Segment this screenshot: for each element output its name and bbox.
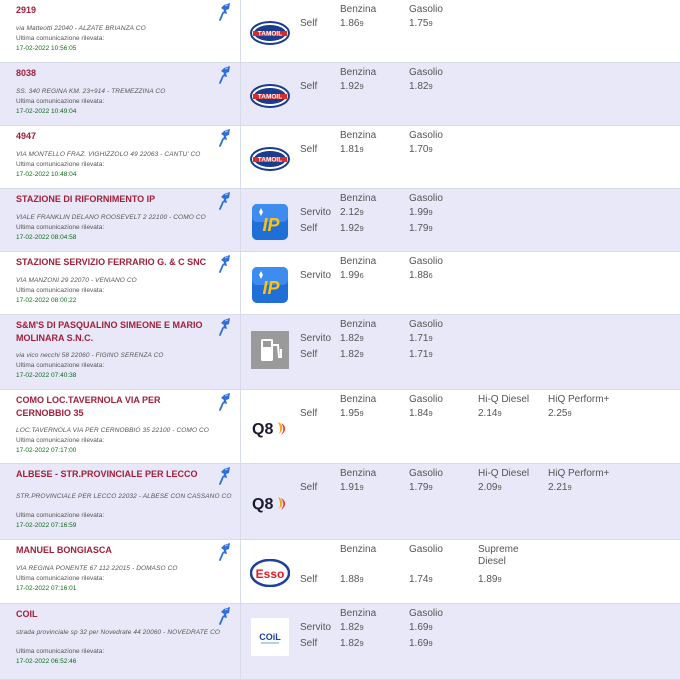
svg-text:TAMOIL: TAMOIL (257, 30, 283, 38)
column-divider (240, 390, 241, 463)
price-thousandth: 9 (359, 19, 364, 28)
station-row[interactable] (0, 604, 680, 680)
price-thousandth: 9 (497, 409, 502, 418)
svg-text:TAMOIL: TAMOIL (257, 156, 283, 164)
svg-text:IP: IP (262, 215, 280, 235)
station-name-link[interactable]: STAZIONE DI RIFORNIMENTO IP (16, 194, 156, 204)
price-value: 1.92 (340, 81, 360, 92)
fuel-header: Gasolio (409, 67, 443, 78)
station-row[interactable] (0, 63, 680, 126)
station-address: via vico necchi 58 22060 - FIGINO SERENZA CO (16, 352, 164, 359)
fuel-price (340, 574, 364, 585)
price-thousandth: 9 (428, 639, 433, 648)
column-divider (240, 0, 241, 62)
service-mode-label: Self (300, 349, 318, 360)
station-name-link[interactable]: COIL (16, 609, 38, 619)
price-thousandth: 9 (359, 350, 364, 359)
price-value: 2.14 (478, 408, 498, 419)
last-update-timestamp: 17-02-2022 07:16:59 (16, 522, 77, 529)
station-address: strada provinciale sp 32 per Novedrate 44 20060 - NOVEDRATE CO (16, 629, 221, 636)
fuel-header: Gasolio (409, 130, 443, 141)
fuel-header: Hi-Q Diesel (478, 468, 530, 479)
last-update-timestamp: 17-02-2022 10:56:05 (16, 45, 77, 52)
fuel-header: Gasolio (409, 193, 443, 204)
fuel-price (409, 349, 433, 360)
station-name-link[interactable]: STAZIONE SERVIZIO FERRARIO G. & C SNC (16, 257, 207, 267)
fuel-price (409, 18, 433, 29)
fuel-header: Gasolio (409, 4, 443, 15)
price-value: 2.12 (340, 207, 360, 218)
price-thousandth: 9 (359, 575, 364, 584)
price-value: 1.86 (340, 18, 360, 29)
price-thousandth: 9 (428, 575, 433, 584)
last-update-label: Ultima comunicazione rilevata: (16, 161, 105, 168)
last-update-timestamp: 17-02-2022 07:17:00 (16, 447, 77, 454)
service-mode-label: Self (300, 638, 318, 649)
column-divider (240, 63, 241, 125)
map-pin-icon[interactable] (218, 128, 234, 148)
station-name-link[interactable]: MANUEL BONGIASCA (16, 545, 112, 555)
fuel-header: Gasolio (409, 256, 443, 267)
svg-text:COiL: COiL (259, 632, 281, 642)
brand-logo-esso (250, 554, 290, 592)
column-divider (240, 540, 241, 603)
price-thousandth: 6 (359, 271, 364, 280)
price-thousandth: 9 (359, 224, 364, 233)
price-thousandth: 9 (567, 409, 572, 418)
fuel-price (409, 144, 433, 155)
price-thousandth: 9 (359, 409, 364, 418)
last-update-label: Ultima comunicazione rilevata: (16, 287, 105, 294)
fuel-header: Benzina (340, 67, 377, 78)
service-mode-label: Servito (300, 333, 332, 344)
brand-logo-ip (250, 266, 290, 304)
fuel-price (409, 408, 433, 419)
price-thousandth: 9 (359, 623, 364, 632)
price-value: 1.84 (409, 408, 429, 419)
price-thousandth: 9 (428, 208, 433, 217)
brand-logo-tamoil (250, 140, 290, 178)
price-thousandth: 9 (428, 334, 433, 343)
station-row[interactable] (0, 315, 680, 390)
station-address: VIA MONTELLO FRAZ. VIGHIZZOLO 49 22063 - CANTU' CO (16, 151, 201, 158)
fuel-price (340, 81, 364, 92)
price-value: 2.25 (548, 408, 568, 419)
station-row[interactable] (0, 540, 680, 604)
brand-logo-pump (250, 331, 290, 369)
price-value: 1.82 (340, 638, 360, 649)
station-address: VIA REGINA PONENTE 67 112 22015 - DOMASO CO (16, 565, 178, 572)
price-value: 1.82 (340, 622, 360, 633)
price-value: 1.82 (409, 81, 429, 92)
last-update-timestamp: 17-02-2022 08:04:58 (16, 234, 77, 241)
price-value: 1.82 (340, 349, 360, 360)
price-value: 1.95 (340, 408, 360, 419)
price-thousandth: 9 (428, 623, 433, 632)
station-name-link[interactable]: 2919 (16, 5, 37, 15)
brand-logo-q8 (250, 409, 290, 447)
fuel-header: Gasolio (409, 608, 443, 619)
last-update-label: Ultima comunicazione rilevata: (16, 512, 105, 519)
price-thousandth: 9 (428, 409, 433, 418)
fuel-header: HiQ Perform+ (548, 394, 610, 405)
service-mode-label: Servito (300, 207, 332, 218)
price-value: 1.92 (340, 223, 360, 234)
fuel-header: Supreme Diesel (478, 544, 519, 567)
station-row[interactable] (0, 464, 680, 540)
svg-text:Q8: Q8 (252, 421, 274, 438)
price-value: 2.09 (478, 482, 498, 493)
price-value: 1.74 (409, 574, 429, 585)
last-update-timestamp: 17-02-2022 07:16:01 (16, 585, 77, 592)
fuel-price (409, 270, 433, 281)
price-value: 2.21 (548, 482, 568, 493)
price-thousandth: 9 (428, 19, 433, 28)
price-value: 1.82 (340, 333, 360, 344)
map-pin-icon[interactable] (218, 65, 234, 85)
service-mode-label: Self (300, 482, 318, 493)
map-pin-icon[interactable] (218, 254, 234, 274)
service-mode-label: Servito (300, 622, 332, 633)
price-value: 1.75 (409, 18, 429, 29)
fuel-price (340, 207, 364, 218)
last-update-timestamp: 17-02-2022 06:52:46 (16, 658, 77, 665)
fuel-header: Benzina (340, 4, 377, 15)
price-value: 1.99 (409, 207, 429, 218)
station-name-link[interactable]: COMO LOC.TAVERNOLA VIA PER CERNOBBIO 35 (16, 395, 161, 418)
column-divider (240, 604, 241, 679)
fuel-price (409, 638, 433, 649)
station-address: SS. 340 REGINA KM. 23+914 - TREMEZZINA CO (16, 88, 166, 95)
station-name-link[interactable]: 4947 (16, 131, 37, 141)
price-value: 1.70 (409, 144, 429, 155)
fuel-price (409, 223, 433, 234)
fuel-header: HiQ Perform+ (548, 468, 610, 479)
last-update-label: Ultima comunicazione rilevata: (16, 35, 105, 42)
price-thousandth: 9 (359, 639, 364, 648)
price-value: 1.71 (409, 349, 429, 360)
price-value: 1.79 (409, 223, 429, 234)
price-value: 1.79 (409, 482, 429, 493)
brand-logo-q8 (250, 484, 290, 522)
service-mode-label: Self (300, 574, 318, 585)
fuel-header: Benzina (340, 193, 377, 204)
price-thousandth: 9 (428, 483, 433, 492)
fuel-header: Hi-Q Diesel (478, 394, 530, 405)
fuel-price (340, 638, 364, 649)
station-name-link[interactable]: 8038 (16, 68, 37, 78)
service-mode-label: Self (300, 144, 318, 155)
fuel-price (478, 482, 502, 493)
last-update-label: Ultima comunicazione rilevata: (16, 648, 105, 655)
price-value: 1.99 (340, 270, 360, 281)
svg-text:Q8: Q8 (252, 496, 274, 513)
fuel-price (340, 349, 364, 360)
fuel-header: Benzina (340, 394, 377, 405)
price-value: 1.71 (409, 333, 429, 344)
fuel-price (340, 408, 364, 419)
station-row[interactable] (0, 390, 680, 464)
price-thousandth: 9 (359, 145, 364, 154)
price-value: 1.81 (340, 144, 360, 155)
map-pin-icon[interactable] (218, 606, 234, 626)
column-divider (240, 464, 241, 539)
station-row[interactable] (0, 252, 680, 315)
price-thousandth: 9 (428, 224, 433, 233)
price-thousandth: 9 (567, 483, 572, 492)
last-update-timestamp: 17-02-2022 08:00:22 (16, 297, 77, 304)
column-divider (240, 126, 241, 188)
fuel-header: Gasolio (409, 319, 443, 330)
fuel-header: Benzina (340, 130, 377, 141)
fuel-price (340, 144, 364, 155)
last-update-timestamp: 17-02-2022 07:40:38 (16, 372, 77, 379)
station-address: via Matteotti 22040 - ALZATE BRIANZA CO (16, 25, 146, 32)
station-name-link[interactable]: ALBESE - STR.PROVINCIALE PER LECCO (16, 469, 198, 479)
last-update-timestamp: 17-02-2022 10:48:04 (16, 171, 77, 178)
station-address: LOC.TAVERNOLA VIA PER CERNOBBIO 35 22100 - COMO CO (16, 427, 209, 434)
last-update-label: Ultima comunicazione rilevata: (16, 437, 105, 444)
fuel-price (340, 622, 364, 633)
price-thousandth: 9 (497, 575, 502, 584)
fuel-header: Benzina (340, 256, 377, 267)
service-mode-label: Self (300, 408, 318, 419)
fuel-price (340, 270, 364, 281)
price-thousandth: 9 (428, 145, 433, 154)
fuel-price (409, 574, 433, 585)
column-divider (240, 252, 241, 314)
price-value: 1.69 (409, 638, 429, 649)
svg-text:IP: IP (262, 278, 280, 298)
price-value: 1.91 (340, 482, 360, 493)
fuel-header: Benzina (340, 468, 377, 479)
last-update-label: Ultima comunicazione rilevata: (16, 575, 105, 582)
last-update-label: Ultima comunicazione rilevata: (16, 224, 105, 231)
service-mode-label: Self (300, 223, 318, 234)
last-update-label: Ultima comunicazione rilevata: (16, 98, 105, 105)
map-pin-icon[interactable] (218, 466, 234, 486)
price-thousandth: 6 (428, 271, 433, 280)
svg-text:Esso: Esso (255, 567, 285, 581)
price-thousandth: 9 (359, 82, 364, 91)
fuel-header: Gasolio (409, 544, 443, 555)
station-address: VIALE FRANKLIN DELANO ROOSEVELT 2 22100 - COMO CO (16, 214, 206, 221)
last-update-label: Ultima comunicazione rilevata: (16, 362, 105, 369)
price-value: 1.89 (478, 574, 498, 585)
service-mode-label: Self (300, 18, 318, 29)
price-thousandth: 9 (359, 483, 364, 492)
fuel-price (478, 574, 502, 585)
map-pin-icon[interactable] (218, 542, 234, 562)
fuel-price (409, 482, 433, 493)
fuel-price (340, 18, 364, 29)
fuel-price (409, 333, 433, 344)
map-pin-icon[interactable] (218, 191, 234, 211)
last-update-timestamp: 17-02-2022 10:49:04 (16, 108, 77, 115)
station-address: STR.PROVINCIALE PER LECCO 22032 - ALBESE CON CASSANO CO (16, 493, 232, 500)
price-thousandth: 9 (359, 334, 364, 343)
price-value: 1.88 (340, 574, 360, 585)
map-pin-icon[interactable] (218, 317, 234, 337)
fuel-price (340, 333, 364, 344)
fuel-price (548, 408, 572, 419)
price-value: 1.69 (409, 622, 429, 633)
price-thousandth: 9 (497, 483, 502, 492)
fuel-price (340, 482, 364, 493)
price-thousandth: 9 (428, 350, 433, 359)
fuel-header: Gasolio (409, 394, 443, 405)
fuel-header: Gasolio (409, 468, 443, 479)
fuel-header: Benzina (340, 544, 377, 555)
brand-logo-tamoil (250, 14, 290, 52)
service-mode-label: Self (300, 81, 318, 92)
fuel-price (409, 622, 433, 633)
price-thousandth: 9 (428, 82, 433, 91)
station-name-link[interactable]: S&M'S DI PASQUALINO SIMEONE E MARIO MOLINARA S.N.C. (16, 320, 203, 343)
map-pin-icon[interactable] (218, 2, 234, 22)
fuel-price (409, 81, 433, 92)
station-row[interactable] (0, 126, 680, 189)
brand-logo-tamoil (250, 77, 290, 115)
station-address: VIA MANZONI 29 22070 - VENIANO CO (16, 277, 137, 284)
brand-logo-coil (250, 618, 290, 656)
price-value: 1.88 (409, 270, 429, 281)
station-row[interactable] (0, 0, 680, 63)
fuel-price (340, 223, 364, 234)
fuel-price (478, 408, 502, 419)
map-pin-icon[interactable] (218, 392, 234, 412)
service-mode-label: Servito (300, 270, 332, 281)
column-divider (240, 189, 241, 251)
column-divider (240, 315, 241, 389)
fuel-header: Benzina (340, 608, 377, 619)
brand-logo-ip (250, 203, 290, 241)
fuel-price (548, 482, 572, 493)
fuel-header: Benzina (340, 319, 377, 330)
svg-text:TAMOIL: TAMOIL (257, 93, 283, 101)
fuel-price (409, 207, 433, 218)
station-row[interactable] (0, 189, 680, 252)
price-thousandth: 9 (359, 208, 364, 217)
